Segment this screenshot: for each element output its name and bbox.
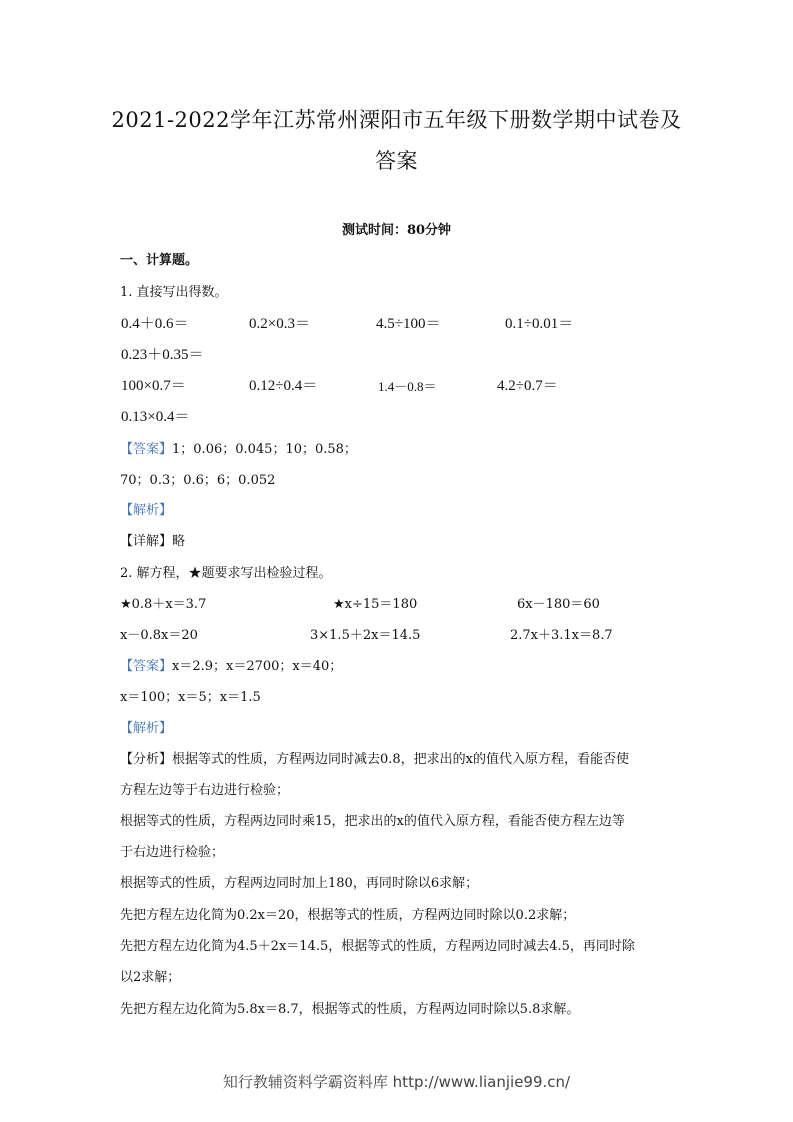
section-heading: 一、计算题。 <box>120 253 199 268</box>
analysis-line: 先把方程左边化简为5.8x＝8.7，根据等式的性质，方程两边同时除以5.8求解。 <box>120 1002 580 1017</box>
analysis-line: 根据等式的性质，方程两边同时加上180，再同时除以6求解； <box>120 876 479 891</box>
test-time: 测试时间：80分钟 <box>341 223 452 238</box>
analysis-line: 先把方程左边化简为4.5＋2x＝14.5，根据等式的性质，方程两边同时减去4.5，再同时除 <box>120 939 635 954</box>
equation-item: ★x÷15＝180 <box>333 597 418 612</box>
analysis-line: 方程左边等于右边进行检验； <box>120 783 290 798</box>
equation-item: 3×1.5＋2x＝14.5 <box>310 628 421 643</box>
calc-item: 1.4－0.8＝ <box>378 379 437 394</box>
question-1-prompt: 1. 直接写出得数。 <box>120 285 228 300</box>
footer-watermark: 知行教辅资料学霸资料库 http://www.lianjie99.cn/ <box>222 1073 571 1091</box>
document-title-line1: 2021-2022学年江苏常州溧阳市五年级下册数学期中试卷及 <box>111 108 682 132</box>
analysis-line: 根据等式的性质，方程两边同时乘15，把求出的x的值代入原方程，看能否使方程左边等 <box>120 814 625 829</box>
calc-item: 0.12÷0.4＝ <box>249 378 318 394</box>
equation-item: 2.7x＋3.1x＝8.7 <box>510 628 613 643</box>
answer-line <box>120 438 357 457</box>
analysis-line: 先把方程左边化简为0.2x＝20，根据等式的性质，方程两边同时除以0.2求解； <box>120 908 576 923</box>
analysis-tag: 【解析】 <box>120 721 173 736</box>
analysis-line: 以2求解； <box>120 970 181 985</box>
answer-line <box>120 655 342 674</box>
analysis-tag: 【解析】 <box>120 503 173 518</box>
document-title-line2: 答案 <box>375 149 418 173</box>
calc-item: 100×0.7＝ <box>121 378 186 394</box>
answer-tag: 【答案】 <box>120 659 173 674</box>
calc-item: 4.5÷100＝ <box>376 316 441 332</box>
analysis-line: 【分析】根据等式的性质，方程两边同时减去0.8，把求出的x的值代入原方程，看能否使 <box>120 752 630 767</box>
analysis-line: 于右边进行检验； <box>120 845 225 860</box>
calc-item: 0.13×0.4＝ <box>121 409 190 425</box>
detail-text: 【详解】略 <box>120 534 186 549</box>
equation-item: ★0.8＋x＝3.7 <box>120 597 207 612</box>
answer-text: 1；0.06；0.045；10；0.58； <box>172 442 357 457</box>
calc-item: 0.4＋0.6＝ <box>121 316 189 332</box>
calc-item: 0.1÷0.01＝ <box>505 316 574 332</box>
answer-text: x＝100；x＝5；x＝1.5 <box>120 690 261 705</box>
equation-item: x－0.8x＝20 <box>120 628 198 643</box>
answer-text: 70；0.3；0.6；6；0.052 <box>120 473 276 488</box>
answer-text: x＝2.9；x＝2700；x＝40； <box>172 659 343 674</box>
calc-item: 0.2×0.3＝ <box>249 316 310 332</box>
answer-tag: 【答案】 <box>120 442 173 457</box>
equation-item: 6x－180＝60 <box>517 597 600 612</box>
calc-item: 0.23＋0.35＝ <box>121 347 204 363</box>
calc-item: 4.2÷0.7＝ <box>497 378 558 394</box>
question-2-prompt: 2. 解方程，★题要求写出检验过程。 <box>120 566 332 581</box>
